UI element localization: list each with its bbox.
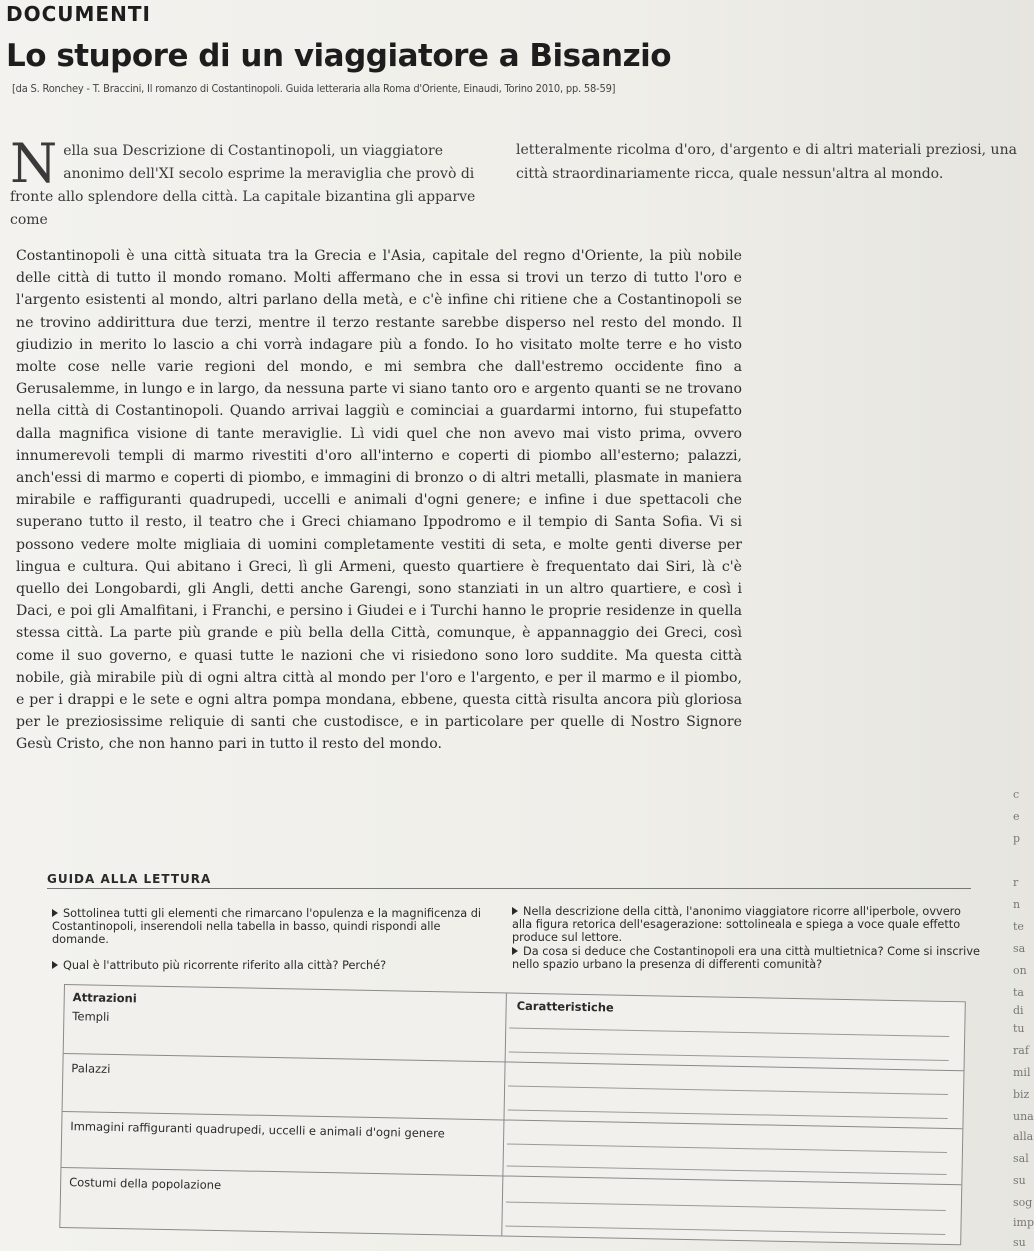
answer-line[interactable] <box>508 1086 948 1095</box>
edge-fragment: di <box>1013 1004 1024 1017</box>
edge-fragment: mil <box>1013 1066 1031 1079</box>
intro-text-right: letteralmente ricolma d'oro, d'argento e di altri materiali preziosi, una città straordinariamente ricca, quale nessun'altra al mondo. <box>516 142 1017 182</box>
edge-fragment: c <box>1013 788 1020 801</box>
drop-cap: N <box>10 132 58 195</box>
edge-fragment: te <box>1013 920 1024 933</box>
question-4: Da cosa si deduce che Costantinopoli era una città multietnica? Come si inscrive nello spazio urbano la presenza di differenti comunità? <box>512 945 980 971</box>
edge-fragment: sal <box>1013 1152 1029 1165</box>
adjacent-page-edge <box>1005 0 1034 1251</box>
edge-fragment: su <box>1013 1236 1026 1249</box>
intro-text-left: ella sua Descrizione di Costantinopoli, un viaggiatore anonimo dell'XI secolo esprime la meraviglia che provò di fronte allo splendore della città. La capitale bizantina gli apparve come <box>10 143 476 228</box>
reading-guide-title: GUIDA ALLA LETTURA <box>47 872 212 886</box>
section-label: DOCUMENTI <box>6 2 151 26</box>
question-1: Sottolinea tutti gli elementi che rimarcano l'opulenza e la magnificenza di Costantinopoli, inserendoli nella tabella in basso, quindi rispondi alle domande. <box>52 907 482 946</box>
edge-fragment: n <box>1013 898 1021 911</box>
question-3: Nella descrizione della città, l'anonimo viaggiatore ricorre all'iperbole, ovvero alla figura retorica dell'esagerazione: sottolineala e spiega a voce quale effetto produce sul lettore. <box>512 905 961 944</box>
answer-line[interactable] <box>507 1144 947 1153</box>
answer-line[interactable] <box>508 1110 948 1119</box>
edge-fragment: raf <box>1013 1044 1029 1057</box>
edge-fragment: on <box>1013 964 1027 977</box>
bullet-arrow-icon <box>512 947 518 955</box>
table-header-attractions: Attrazioni <box>72 990 137 1006</box>
edge-fragment: alla <box>1013 1130 1034 1143</box>
edge-fragment: p <box>1013 832 1021 845</box>
answer-line[interactable] <box>507 1166 947 1175</box>
document-body: Costantinopoli è una città situata tra la Grecia e l'Asia, capitale del regno d'Oriente, la più nobile delle città di tutto il mondo romano. Molti affermano che in essa si trovi un terzo di tutto l'oro e l'argento esistenti al mondo, altri parlano della metà, e c'è infine chi ritiene che a Costantinopoli se ne trovino addirittura due terzi, mentre il terzo restante sarebbe disperso nel resto del mondo. Il giudizio in merito lo lascio a chi vorrà indagare più a fondo. Io ho visitato molte terre e ho visto molte cose nelle varie regioni del mondo, e mi sembra che dall'estremo occidente fino a Gerusalemme, in lungo e in largo, da nessuna parte vi siano tanto oro e argento quanti se ne trovano nella città di Costantinopoli. Quando arrivai laggiù e cominciai a guardarmi intorno, fui stupefatto dalla magnifica visione di tante meraviglie. Lì vidi quel che non avevo mai visto prima, ovvero innumerevoli templi di marmo rivestiti d'oro all'interno e coperti di piombo all'esterno; palazzi, anch'essi di marmo e coperti di piombo, e immagini di bronzo o di altri metalli, plasmate in maniera mirabile e raffiguranti quadrupedi, uccelli e animali d'ogni genere; e infine i due spettacoli che superano tutto il resto, il teatro che i Greci chiamano Ippodromo e il tempio di Santa Sofia. Vi si possono vedere molte migliaia di uomini completamente vestiti di seta, e molte genti diverse per lingua e cultura. Qui abitano i Greci, lì gli Armeni, questo quartiere è frequentato dai Siri, là c'è quello dei Longobardi, gli Angli, detti anche Garengi, sono stanziati in un altro quartiere, e così i Daci, e poi gli Amalfitani, i Franchi, e persino i Giudei e i Turchi hanno le proprie residenze in quella stessa città. La parte più grande e più bella della Città, comunque, è appannaggio dei Greci, così come il suo governo, e quasi tutte le nazioni che vi risiedono sono loro suddite. Ma questa città nobile, già mirabile più di ogni altra città al mondo per l'oro e l'argento, e per il marmo e il piombo, e per i drappi e le sete e ogni altra pompa mondana, ebbene, questa città risulta ancora più gloriosa per le preziosissime reliquie di santi che custodisce, e in particolare per quelle di Nostro Signore Gesù Cristo, che non hanno pari in tutto il resto del mondo. <box>16 248 742 753</box>
table-header-characteristics: Caratteristiche <box>516 998 614 1015</box>
edge-fragment: imp <box>1013 1216 1034 1229</box>
edge-fragment: ta <box>1013 986 1024 999</box>
edge-fragment: sa <box>1013 942 1026 955</box>
edge-fragment: su <box>1013 1174 1026 1187</box>
edge-fragment: una <box>1013 1110 1034 1123</box>
table-row-label: Palazzi <box>71 1061 111 1076</box>
answer-line[interactable] <box>509 1028 949 1037</box>
bullet-arrow-icon <box>512 907 518 915</box>
edge-fragment: tu <box>1013 1022 1025 1035</box>
bullet-arrow-icon <box>52 909 58 917</box>
document-title: Lo stupore di un viaggiatore a Bisanzio <box>6 38 672 74</box>
table-row-label: Immagini raffiguranti quadrupedi, uccelli e animali d'ogni genere <box>70 1119 445 1141</box>
answer-line[interactable] <box>506 1202 946 1211</box>
bullet-arrow-icon <box>52 961 58 969</box>
question-2: Qual è l'attributo più ricorrente riferito alla città? Perché? <box>52 959 492 972</box>
edge-fragment: r <box>1013 876 1019 889</box>
edge-fragment: sog <box>1013 1196 1033 1209</box>
table-row-label: Costumi della popolazione <box>69 1175 222 1193</box>
source-citation: [da S. Ronchey - T. Braccini, Il romanzo di Costantinopoli. Guida letteraria alla Roma d'Oriente, Einaudi, Torino 2010, pp. 58-59] <box>12 82 616 95</box>
answer-line[interactable] <box>505 1226 945 1235</box>
table-row-label: Templi <box>72 1009 110 1024</box>
worksheet-table <box>59 984 966 1245</box>
edge-fragment: e <box>1013 810 1020 823</box>
table-row <box>64 1053 964 1071</box>
edge-fragment: biz <box>1013 1088 1030 1101</box>
answer-line[interactable] <box>509 1052 949 1061</box>
column-separator <box>501 993 507 1235</box>
intro-paragraph <box>10 132 496 232</box>
reading-guide-divider <box>47 888 971 889</box>
